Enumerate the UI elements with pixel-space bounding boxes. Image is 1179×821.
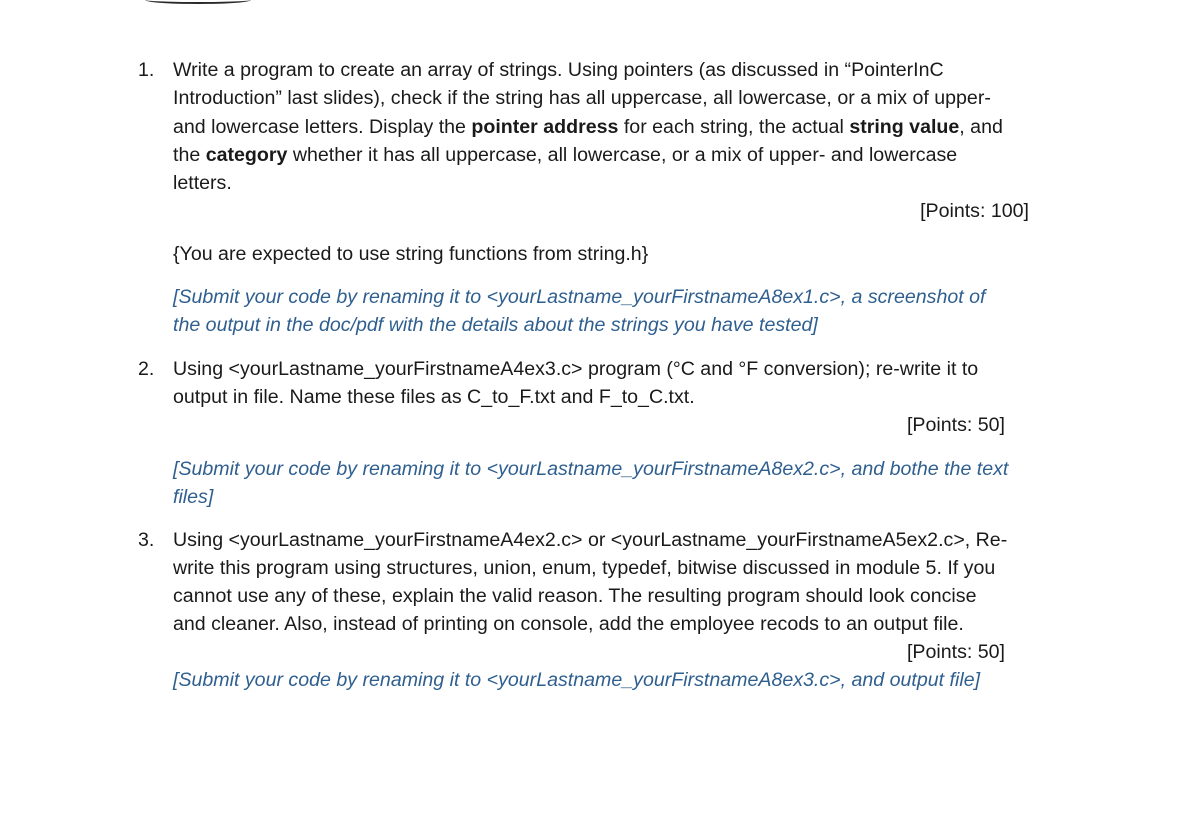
q1-line-1: Write a program to create an array of strings. Using pointers (as discussed in “PointerInC	[173, 59, 944, 81]
q1-line-4: the category whether it has all uppercase, all lowercase, or a mix of upper- and lowercase	[173, 144, 958, 166]
q2-line-2: output in file. Name these files as C_to_F.txt and F_to_C.txt.	[173, 386, 695, 408]
question-number: 3.	[138, 529, 155, 551]
q1-line-5: letters.	[173, 172, 232, 194]
submit-instruction: the output in the doc/pdf with the details about the strings you have tested]	[173, 314, 818, 336]
q3-line-3: cannot use any of these, explain the valid reason. The resulting program should look concise	[173, 585, 977, 607]
question-number: 2.	[138, 358, 155, 380]
submit-instruction: [Submit your code by renaming it to <yourLastname_yourFirstnameA8ex2.c>, and bothe the text	[173, 458, 1009, 480]
submit-instruction: [Submit your code by renaming it to <yourLastname_yourFirstnameA8ex1.c>, a screenshot of	[173, 286, 986, 308]
points-label: [Points: 50]	[906, 414, 1005, 436]
points-label: [Points: 100]	[920, 200, 1029, 222]
q3-line-1: Using <yourLastname_yourFirstnameA4ex2.c> or <yourLastname_yourFirstnameA5ex2.c>, Re-	[173, 529, 1008, 551]
q3-line-2: write this program using structures, union, enum, typedef, bitwise discussed in module 5. If you	[173, 557, 996, 579]
q3-line-4: and cleaner. Also, instead of printing on console, add the employee recods to an output file.	[173, 613, 964, 635]
emphasis-category: category	[205, 144, 288, 166]
q1-line-2: Introduction” last slides), check if the string has all uppercase, all lowercase, or a mix of upper-	[173, 87, 991, 109]
q1-line-3: and lowercase letters. Display the pointer address for each string, the actual string value, and	[173, 116, 1003, 138]
submit-instruction: files]	[173, 486, 214, 508]
submit-instruction: [Submit your code by renaming it to <yourLastname_yourFirstnameA8ex3.c>, and output file]	[173, 669, 981, 691]
question-number: 1.	[138, 59, 155, 81]
q2-line-1: Using <yourLastname_yourFirstnameA4ex3.c> program (°C and °F conversion); re-write it to	[173, 358, 979, 380]
emphasis-string-value: string value	[849, 116, 960, 138]
emphasis-pointer-address: pointer address	[471, 116, 619, 138]
points-label: [Points: 50]	[906, 641, 1005, 663]
top-decoration	[145, 0, 251, 4]
q1-note: {You are expected to use string functions from string.h}	[173, 243, 649, 265]
